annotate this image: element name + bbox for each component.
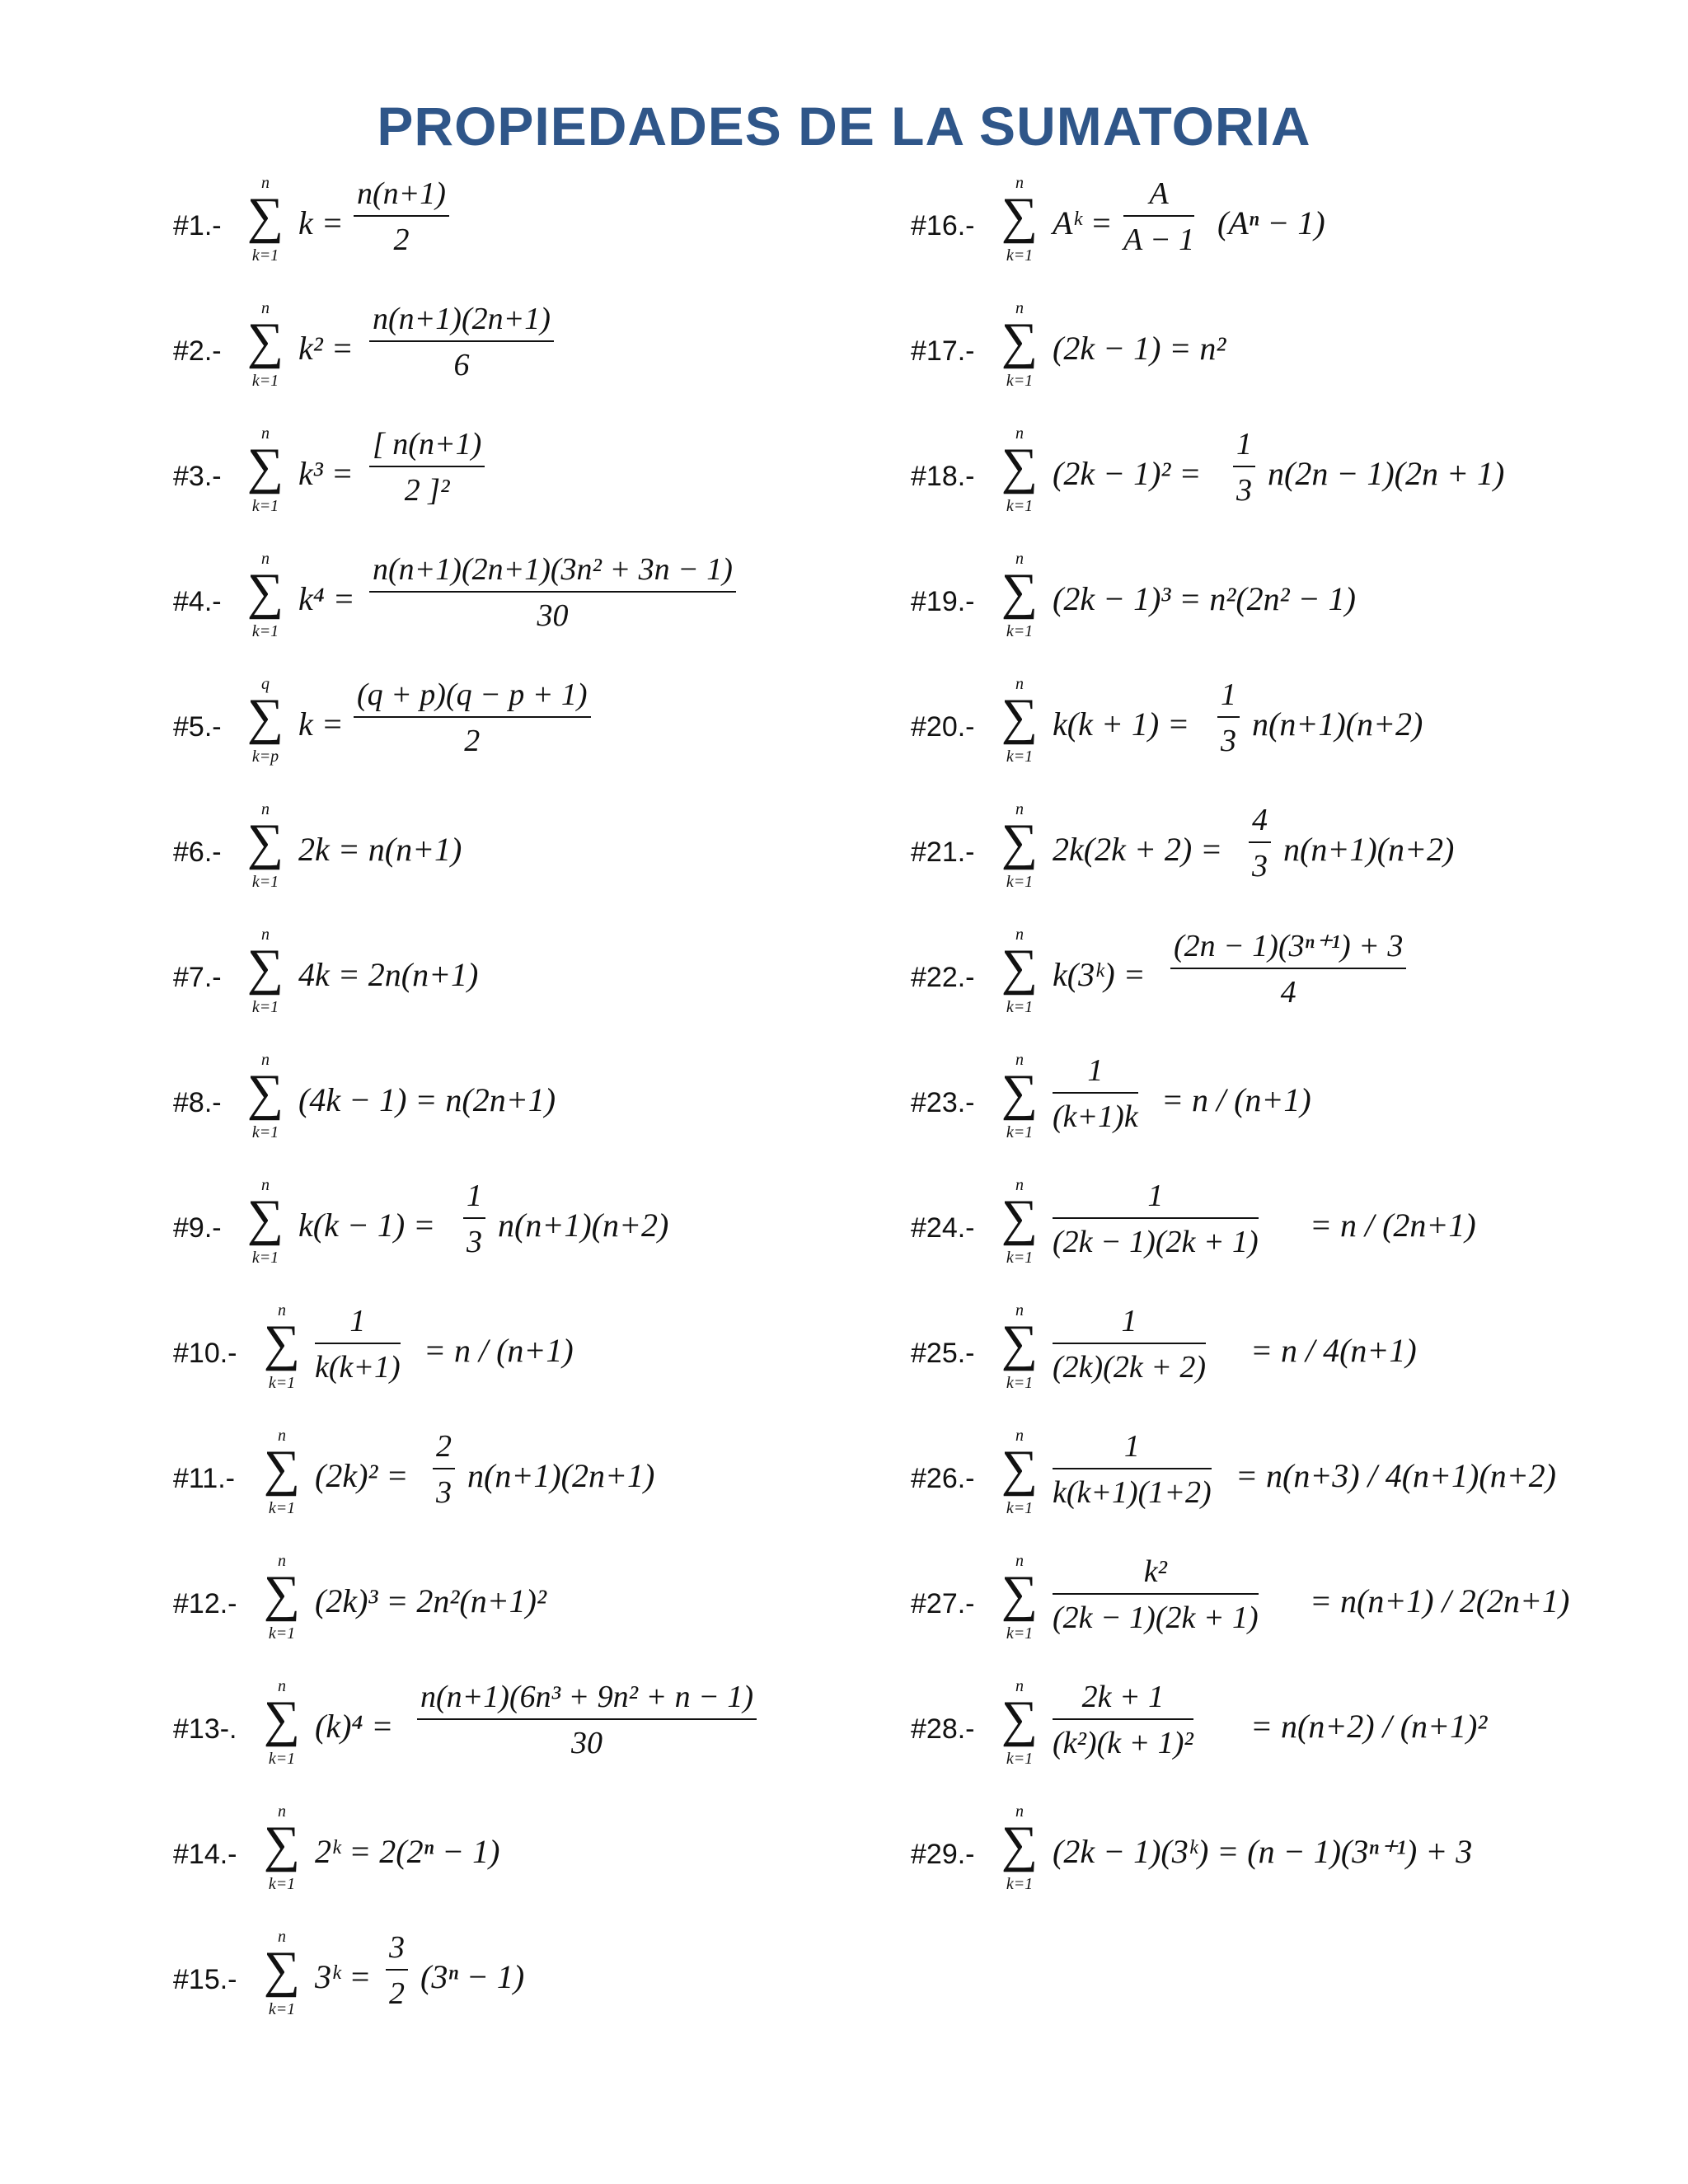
- formula-19: [911, 545, 1653, 660]
- sum-upper-limit: n: [1015, 926, 1024, 944]
- sum-lower-limit: k=1: [1006, 1875, 1034, 1893]
- sigma-icon: ∑: [1001, 188, 1039, 244]
- formula-lhs: k(k + 1) =: [1053, 705, 1190, 743]
- formula-3: [173, 419, 915, 535]
- denominator: 2: [393, 223, 410, 257]
- formula-rhs: n(n+1)(n+2): [1283, 831, 1455, 868]
- denominator: 30: [537, 598, 569, 633]
- sum-upper-limit: n: [1015, 1677, 1024, 1695]
- formula-lhs: k =: [298, 705, 344, 743]
- formula-13: [173, 1672, 915, 1788]
- sum-lower-limit: k=1: [268, 1624, 296, 1643]
- sum-lower-limit: k=1: [268, 1374, 296, 1392]
- denominator: 2 ]²: [404, 473, 450, 508]
- formula-number: #7.-: [173, 962, 222, 993]
- numerator: 1: [1221, 677, 1236, 712]
- formula-number: #17.-: [911, 335, 975, 367]
- formula-lhs: (2k)² =: [315, 1457, 409, 1494]
- formula-26: [911, 1422, 1653, 1537]
- formula-number: #19.-: [911, 586, 975, 617]
- formula-22: [911, 921, 1653, 1036]
- fraction: [1053, 1679, 1193, 1761]
- formula-2: [173, 294, 915, 410]
- formula-lhs: Aᵏ =: [1053, 204, 1113, 241]
- formula-number: #5.-: [173, 711, 222, 743]
- formula-number: #10.-: [173, 1338, 237, 1369]
- sigma-icon: ∑: [263, 1942, 301, 1998]
- sigma-icon: ∑: [246, 814, 284, 870]
- formula-6: [173, 795, 915, 911]
- sum-upper-limit: n: [261, 550, 270, 568]
- sum-upper-limit: n: [261, 299, 270, 317]
- sum-upper-limit: n: [278, 1427, 286, 1445]
- sigma-icon: ∑: [1001, 1190, 1039, 1246]
- denominator: k(k+1)(1+2): [1053, 1475, 1212, 1510]
- sigma-icon: ∑: [246, 564, 284, 620]
- sum-upper-limit: n: [1015, 299, 1024, 317]
- sum-upper-limit: n: [1015, 675, 1024, 693]
- sigma-icon: ∑: [1001, 1566, 1039, 1622]
- fraction: [1170, 927, 1406, 1010]
- sum-lower-limit: k=1: [251, 1249, 279, 1267]
- formula-12: [173, 1547, 915, 1662]
- fraction: [369, 301, 554, 383]
- sum-upper-limit: n: [1015, 550, 1024, 568]
- fraction: [1217, 677, 1240, 759]
- formula-lhs: k⁴ =: [298, 580, 355, 617]
- formula-rhs: = n / (2n+1): [1310, 1207, 1476, 1244]
- sum-upper-limit: n: [261, 800, 270, 818]
- formula-14: [173, 1797, 915, 1913]
- sum-upper-limit: n: [278, 1552, 286, 1570]
- formula-rhs: (Aⁿ − 1): [1217, 204, 1325, 241]
- fraction: [1233, 426, 1255, 509]
- sigma-icon: ∑: [1001, 940, 1039, 996]
- formula-number: #27.-: [911, 1588, 975, 1619]
- sigma-icon: ∑: [246, 188, 284, 244]
- formula-rhs: n(n+1)(n+2): [1252, 705, 1423, 743]
- sum-lower-limit: k=1: [1006, 1499, 1034, 1517]
- fraction: [1123, 176, 1194, 258]
- formula-rhs: = n / (n+1): [1161, 1081, 1311, 1118]
- sum-lower-limit: k=1: [1006, 998, 1034, 1016]
- denominator: k(k+1): [315, 1350, 401, 1385]
- numerator: (q + p)(q − p + 1): [357, 677, 588, 712]
- sum-lower-limit: k=1: [251, 622, 279, 640]
- formula-rhs: = n(n+1) / 2(2n+1): [1310, 1582, 1570, 1619]
- sum-lower-limit: k=1: [268, 1875, 296, 1893]
- sigma-icon: ∑: [246, 438, 284, 494]
- fraction: [417, 1679, 757, 1761]
- sum-upper-limit: n: [278, 1677, 286, 1695]
- formula-16: [911, 169, 1653, 284]
- sum-upper-limit: n: [278, 1301, 286, 1319]
- formula-number: #3.-: [173, 461, 222, 492]
- formula-29: [911, 1797, 1653, 1913]
- numerator: 4: [1252, 803, 1268, 837]
- numerator: 1: [1121, 1304, 1137, 1338]
- denominator: (k²)(k + 1)²: [1053, 1726, 1193, 1760]
- fraction: [354, 176, 449, 258]
- sum-upper-limit: q: [261, 675, 270, 693]
- denominator: A − 1: [1123, 223, 1195, 257]
- sigma-icon: ∑: [1001, 1441, 1039, 1497]
- formula-number: #9.-: [173, 1212, 222, 1244]
- sum-lower-limit: k=1: [251, 246, 279, 265]
- formula-number: #14.-: [173, 1839, 237, 1870]
- numerator: n(n+1)(6n³ + 9n² + n − 1): [420, 1680, 753, 1714]
- formula-number: #12.-: [173, 1588, 237, 1619]
- formula-lhs: 2k(2k + 2) =: [1053, 831, 1223, 868]
- sum-lower-limit: k=1: [1006, 873, 1034, 891]
- sum-upper-limit: n: [261, 174, 270, 192]
- fraction: [369, 426, 485, 509]
- formula-23: [911, 1046, 1653, 1161]
- formula-15: [173, 1923, 915, 2038]
- denominator: 2: [464, 724, 481, 758]
- sum-lower-limit: k=1: [1006, 1624, 1034, 1643]
- sigma-icon: ∑: [263, 1691, 301, 1747]
- sum-upper-limit: n: [1015, 174, 1024, 192]
- denominator: 6: [453, 348, 470, 382]
- formula-lhs: (2k)³ = 2n²(n+1)²: [315, 1582, 546, 1619]
- fraction: [315, 1303, 401, 1385]
- sum-upper-limit: n: [1015, 1176, 1024, 1194]
- denominator: (k+1)k: [1053, 1099, 1138, 1134]
- sum-upper-limit: n: [1015, 1552, 1024, 1570]
- denominator: 3: [1236, 473, 1252, 508]
- sum-lower-limit: k=1: [251, 372, 279, 390]
- sum-upper-limit: n: [1015, 1301, 1024, 1319]
- sigma-icon: ∑: [1001, 689, 1039, 745]
- formula-rhs: = n(n+3) / 4(n+1)(n+2): [1236, 1457, 1557, 1494]
- formula-8: [173, 1046, 915, 1161]
- fraction: [369, 551, 736, 634]
- formula-number: #13-.: [173, 1713, 237, 1745]
- formula-4: [173, 545, 915, 660]
- numerator: n(n+1)(2n+1): [373, 302, 551, 336]
- sum-upper-limit: n: [278, 1802, 286, 1821]
- numerator: 1: [1087, 1053, 1104, 1088]
- sum-upper-limit: n: [261, 424, 270, 443]
- sum-upper-limit: n: [1015, 1802, 1024, 1821]
- sigma-icon: ∑: [246, 940, 284, 996]
- formula-lhs: (4k − 1) = n(2n+1): [298, 1081, 556, 1118]
- sum-lower-limit: k=1: [1006, 1123, 1034, 1141]
- formula-1: [173, 169, 915, 284]
- sum-lower-limit: k=1: [1006, 1750, 1034, 1768]
- fraction: [1053, 1303, 1206, 1385]
- sum-lower-limit: k=1: [1006, 622, 1034, 640]
- formula-lhs: (2k − 1)(3ᵏ) = (n − 1)(3ⁿ⁺¹) + 3: [1053, 1833, 1473, 1870]
- sum-upper-limit: n: [261, 926, 270, 944]
- formula-9: [173, 1171, 915, 1286]
- formula-lhs: 2ᵏ = 2(2ⁿ − 1): [315, 1833, 500, 1870]
- formula-lhs: (2k − 1)² =: [1053, 455, 1202, 492]
- sum-upper-limit: n: [1015, 424, 1024, 443]
- sigma-icon: ∑: [263, 1566, 301, 1622]
- sum-lower-limit: k=1: [268, 1499, 296, 1517]
- formula-20: [911, 670, 1653, 785]
- sigma-icon: ∑: [246, 313, 284, 369]
- formula-lhs: (2k − 1) = n²: [1053, 330, 1226, 367]
- sum-upper-limit: n: [261, 1176, 270, 1194]
- fraction: [463, 1178, 485, 1260]
- formula-7: [173, 921, 915, 1036]
- formula-5: [173, 670, 915, 785]
- sigma-icon: ∑: [1001, 564, 1039, 620]
- sum-upper-limit: n: [1015, 1427, 1024, 1445]
- denominator: (2k − 1)(2k + 1): [1053, 1225, 1259, 1259]
- sum-lower-limit: k=1: [1006, 372, 1034, 390]
- sum-upper-limit: n: [1015, 1051, 1024, 1069]
- sum-upper-limit: n: [261, 1051, 270, 1069]
- formula-24: [911, 1171, 1653, 1286]
- numerator: 2: [436, 1429, 452, 1464]
- formula-number: #25.-: [911, 1338, 975, 1369]
- denominator: 2: [389, 1976, 405, 2011]
- fraction: [386, 1929, 408, 2012]
- sum-lower-limit: k=1: [1006, 497, 1034, 515]
- denominator: 30: [570, 1726, 603, 1760]
- formula-number: #1.-: [173, 210, 222, 241]
- sum-lower-limit: k=1: [251, 497, 279, 515]
- formula-number: #23.-: [911, 1087, 975, 1118]
- formula-lhs: k² =: [298, 330, 354, 367]
- formula-number: #21.-: [911, 837, 975, 868]
- formula-number: #26.-: [911, 1463, 975, 1494]
- formula-28: [911, 1672, 1653, 1788]
- sigma-icon: ∑: [1001, 1691, 1039, 1747]
- formula-11: [173, 1422, 915, 1537]
- numerator: n(n+1)(2n+1)(3n² + 3n − 1): [373, 552, 733, 587]
- page-title: PROPIEDADES DE LA SUMATORIA: [377, 96, 1311, 157]
- sigma-icon: ∑: [1001, 814, 1039, 870]
- numerator: 2k + 1: [1081, 1680, 1165, 1714]
- numerator: [ n(n+1): [373, 427, 482, 462]
- formula-lhs: k =: [298, 204, 344, 241]
- sigma-icon: ∑: [1001, 1816, 1039, 1872]
- sigma-icon: ∑: [1001, 1315, 1039, 1371]
- formula-lhs: 3ᵏ =: [315, 1958, 372, 1995]
- denominator: 3: [467, 1225, 482, 1259]
- denominator: 3: [436, 1475, 452, 1510]
- sigma-icon: ∑: [246, 689, 284, 745]
- formula-number: #18.-: [911, 461, 975, 492]
- formula-number: #29.-: [911, 1839, 975, 1870]
- sum-lower-limit: k=1: [1006, 748, 1034, 766]
- sigma-icon: ∑: [263, 1315, 301, 1371]
- formula-18: [911, 419, 1653, 535]
- sigma-icon: ∑: [1001, 438, 1039, 494]
- sum-lower-limit: k=1: [251, 998, 279, 1016]
- sum-lower-limit: k=1: [1006, 246, 1034, 265]
- sum-lower-limit: k=1: [268, 2000, 296, 2018]
- fraction: [1053, 1178, 1259, 1260]
- formula-rhs: = n(n+2) / (n+1)²: [1250, 1708, 1488, 1745]
- numerator: A: [1149, 176, 1169, 211]
- fraction: [433, 1428, 455, 1511]
- sum-lower-limit: k=1: [251, 873, 279, 891]
- numerator: (2n − 1)(3ⁿ⁺¹) + 3: [1174, 929, 1404, 963]
- formula-21: [911, 795, 1653, 911]
- formula-lhs: 2k = n(n+1): [298, 831, 462, 868]
- formula-number: #28.-: [911, 1713, 975, 1745]
- formula-rhs: = n / (n+1): [424, 1332, 574, 1369]
- formula-25: [911, 1296, 1653, 1412]
- sum-upper-limit: n: [278, 1928, 286, 1946]
- sum-lower-limit: k=1: [1006, 1374, 1034, 1392]
- formula-lhs: k³ =: [298, 455, 354, 492]
- formula-rhs: n(2n − 1)(2n + 1): [1268, 455, 1505, 492]
- denominator: 4: [1280, 975, 1296, 1010]
- sigma-icon: ∑: [1001, 313, 1039, 369]
- formula-27: [911, 1547, 1653, 1662]
- numerator: 1: [1123, 1429, 1140, 1464]
- formula-lhs: (k)⁴ =: [315, 1708, 394, 1745]
- formula-number: #20.-: [911, 711, 975, 743]
- formula-rhs: = n / 4(n+1): [1250, 1332, 1417, 1369]
- formula-rhs: n(n+1)(n+2): [498, 1207, 669, 1244]
- formula-number: #8.-: [173, 1087, 222, 1118]
- sigma-icon: ∑: [246, 1190, 284, 1246]
- fraction: [1249, 802, 1271, 884]
- formula-number: #15.-: [173, 1964, 237, 1995]
- formula-number: #22.-: [911, 962, 975, 993]
- denominator: 3: [1252, 849, 1268, 883]
- formula-lhs: k(k − 1) =: [298, 1207, 436, 1244]
- fraction: [1053, 1428, 1212, 1511]
- numerator: 1: [467, 1179, 482, 1213]
- numerator: k²: [1143, 1554, 1167, 1589]
- numerator: 3: [389, 1930, 405, 1965]
- sigma-icon: ∑: [1001, 1065, 1039, 1121]
- formula-number: #11.-: [173, 1463, 235, 1494]
- formula-number: #6.-: [173, 837, 222, 868]
- formula-rhs: (3ⁿ − 1): [420, 1958, 525, 1995]
- formula-lhs: k(3ᵏ) =: [1053, 956, 1146, 993]
- numerator: 1: [349, 1304, 366, 1338]
- numerator: n(n+1): [357, 176, 446, 211]
- denominator: 3: [1221, 724, 1236, 758]
- sum-upper-limit: n: [1015, 800, 1024, 818]
- formula-17: [911, 294, 1653, 410]
- formula-number: #2.-: [173, 335, 222, 367]
- fraction: [1053, 1554, 1259, 1636]
- sum-lower-limit: k=1: [251, 1123, 279, 1141]
- fraction: [1053, 1052, 1138, 1135]
- sigma-icon: ∑: [263, 1441, 301, 1497]
- fraction: [354, 677, 591, 759]
- formula-number: #4.-: [173, 586, 222, 617]
- formula-number: #16.-: [911, 210, 975, 241]
- sum-lower-limit: k=1: [268, 1750, 296, 1768]
- formula-lhs: 4k = 2n(n+1): [298, 956, 479, 993]
- formula-number: #24.-: [911, 1212, 975, 1244]
- denominator: (2k)(2k + 2): [1053, 1350, 1206, 1385]
- sum-lower-limit: k=1: [1006, 1249, 1034, 1267]
- numerator: 1: [1236, 427, 1252, 462]
- denominator: (2k − 1)(2k + 1): [1053, 1601, 1259, 1635]
- formula-10: [173, 1296, 915, 1412]
- sigma-icon: ∑: [246, 1065, 284, 1121]
- sigma-icon: ∑: [263, 1816, 301, 1872]
- sum-lower-limit: k=p: [251, 748, 279, 766]
- numerator: 1: [1147, 1179, 1164, 1213]
- formula-lhs: (2k − 1)³ = n²(2n² − 1): [1053, 580, 1356, 617]
- formula-rhs: n(n+1)(2n+1): [467, 1457, 655, 1494]
